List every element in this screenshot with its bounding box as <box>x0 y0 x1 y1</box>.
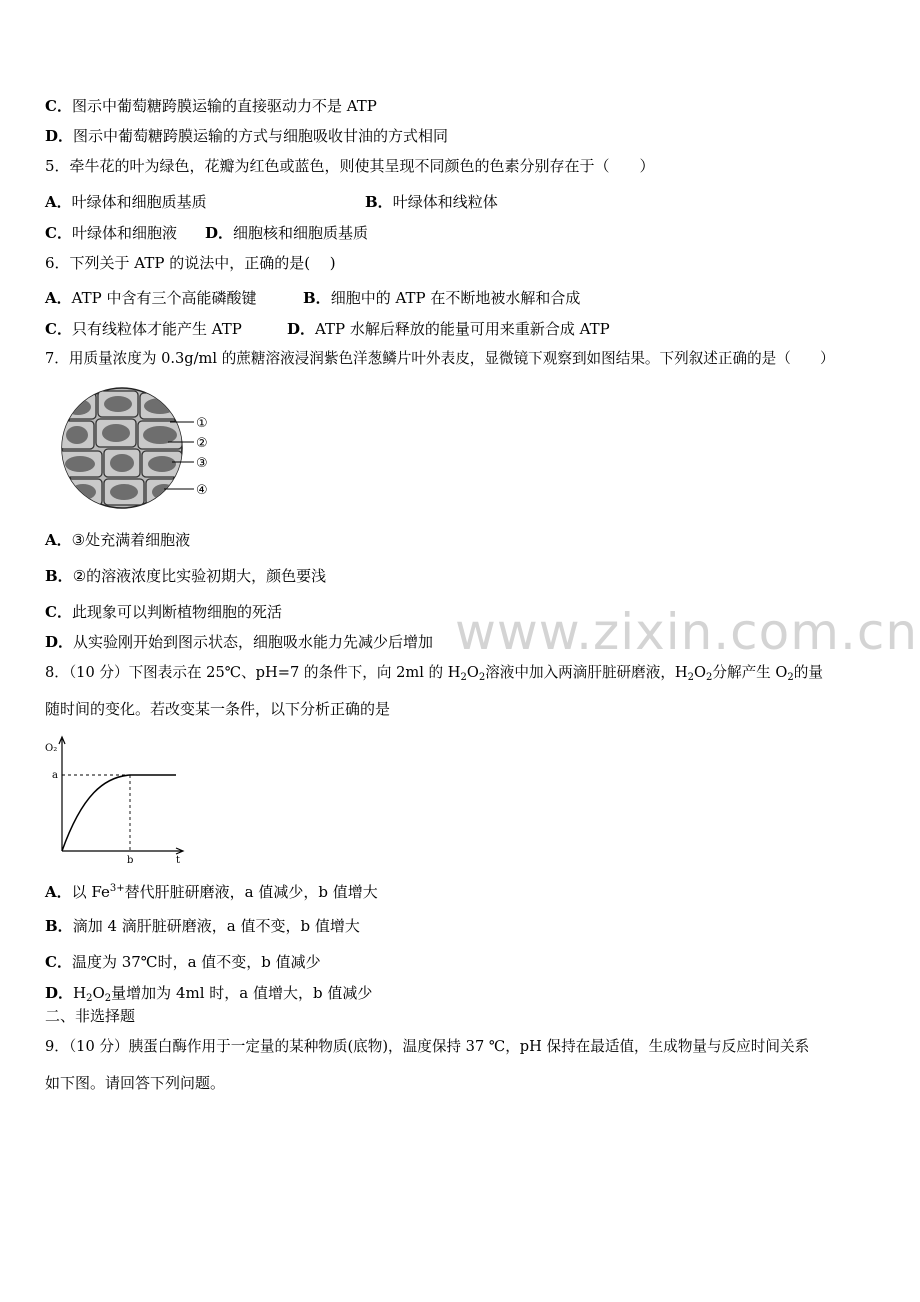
q8-option-c: C．温度为 37℃时，a 值不变，b 值减少 <box>45 953 321 971</box>
x-axis-label: t <box>176 855 181 865</box>
q5-option-d: D．细胞核和细胞质基质 <box>205 224 369 242</box>
q9-stem-line2: 如下图。请回答下列问题。 <box>45 1074 226 1092</box>
q4-option-d: D．图示中葡萄糖跨膜运输的方式与细胞吸收甘油的方式相同 <box>45 127 449 145</box>
q6-option-d: D．ATP 水解后释放的能量可用来重新合成 ATP <box>287 320 610 338</box>
q8-stem-line2: 随时间的变化。若改变某一条件，以下分析正确的是 <box>45 700 391 718</box>
q6-option-c: C．只有线粒体才能产生 ATP <box>45 320 242 338</box>
q7-option-d: D．从实验刚开始到图示状态，细胞吸水能力先减少后增加 <box>45 633 434 651</box>
q5-stem: 5．牵牛花的叶为绿色，花瓣为红色或蓝色，则使其呈现不同颜色的色素分别存在于（ ） <box>45 157 655 175</box>
q7-option-a: A．③处充满着细胞液 <box>45 531 191 549</box>
q8-option-d: D．$H_2O_2$量增加为 4ml 时，a 值增大，b 值减少 <box>45 984 373 1004</box>
q8-option-a: A．以 $Fe^{3+}$替代肝脏研磨液，a 值减少，b 值增大 <box>45 883 378 901</box>
q5-option-b: B．叶绿体和线粒体 <box>365 193 498 211</box>
q9-stem-line1: 9．（10 分）胰蛋白酶作用于一定量的某种物质(底物)，温度保持 37 ℃，pH 保持在最适值，生成物量与反应时间关系 <box>45 1038 810 1055</box>
q6-stem: 6．下列关于 ATP 的说法中，正确的是( ) <box>45 254 336 272</box>
q7-cell-figure <box>60 385 220 510</box>
figure-label-3: ③ <box>196 456 208 471</box>
q7-option-b: B．②的溶液浓度比实验初期大，颜色要浅 <box>45 567 327 585</box>
q7-option-c: C．此现象可以判断植物细胞的死活 <box>45 603 282 621</box>
q7-stem: 7．用质量浓度为 0.3g/ml 的蔗糖溶液浸润紫色洋葱鳞片叶外表皮，显微镜下观察到如图结果。下列叙述正确的是（ ） <box>45 350 835 367</box>
watermark: www.zixin.com.cn <box>455 603 919 661</box>
y-axis-label: O₂ <box>45 743 58 754</box>
q4-option-c: C．图示中葡萄糖跨膜运输的直接驱动力不是 ATP <box>45 97 377 115</box>
q5-option-a: A．叶绿体和细胞质基质 <box>45 193 207 211</box>
b-label: b <box>127 855 134 865</box>
q6-option-a: A．ATP 中含有三个高能磷酸键 <box>45 289 257 307</box>
q8-stem: 8．（10 分）下图表示在 25℃、pH=7 的条件下，向 2ml 的 $H_2O_2$溶液中加入两滴肝脏研磨液，$H_2O_2$分解产生 $O_2$的量 <box>45 664 823 683</box>
q8-curve-figure <box>40 733 190 865</box>
figure-label-4: ④ <box>196 483 208 498</box>
q5-option-c: C．叶绿体和细胞液 <box>45 224 177 242</box>
q6-option-b: B．细胞中的 ATP 在不断地被水解和合成 <box>303 289 581 307</box>
figure-label-1: ① <box>196 416 208 431</box>
q8-option-b: B．滴加 4 滴肝脏研磨液，a 值不变，b 值增大 <box>45 917 360 935</box>
o2-curve <box>62 775 176 851</box>
figure-label-2: ② <box>196 436 208 451</box>
a-label: a <box>52 770 58 781</box>
section-title: 二、非选择题 <box>45 1007 136 1025</box>
